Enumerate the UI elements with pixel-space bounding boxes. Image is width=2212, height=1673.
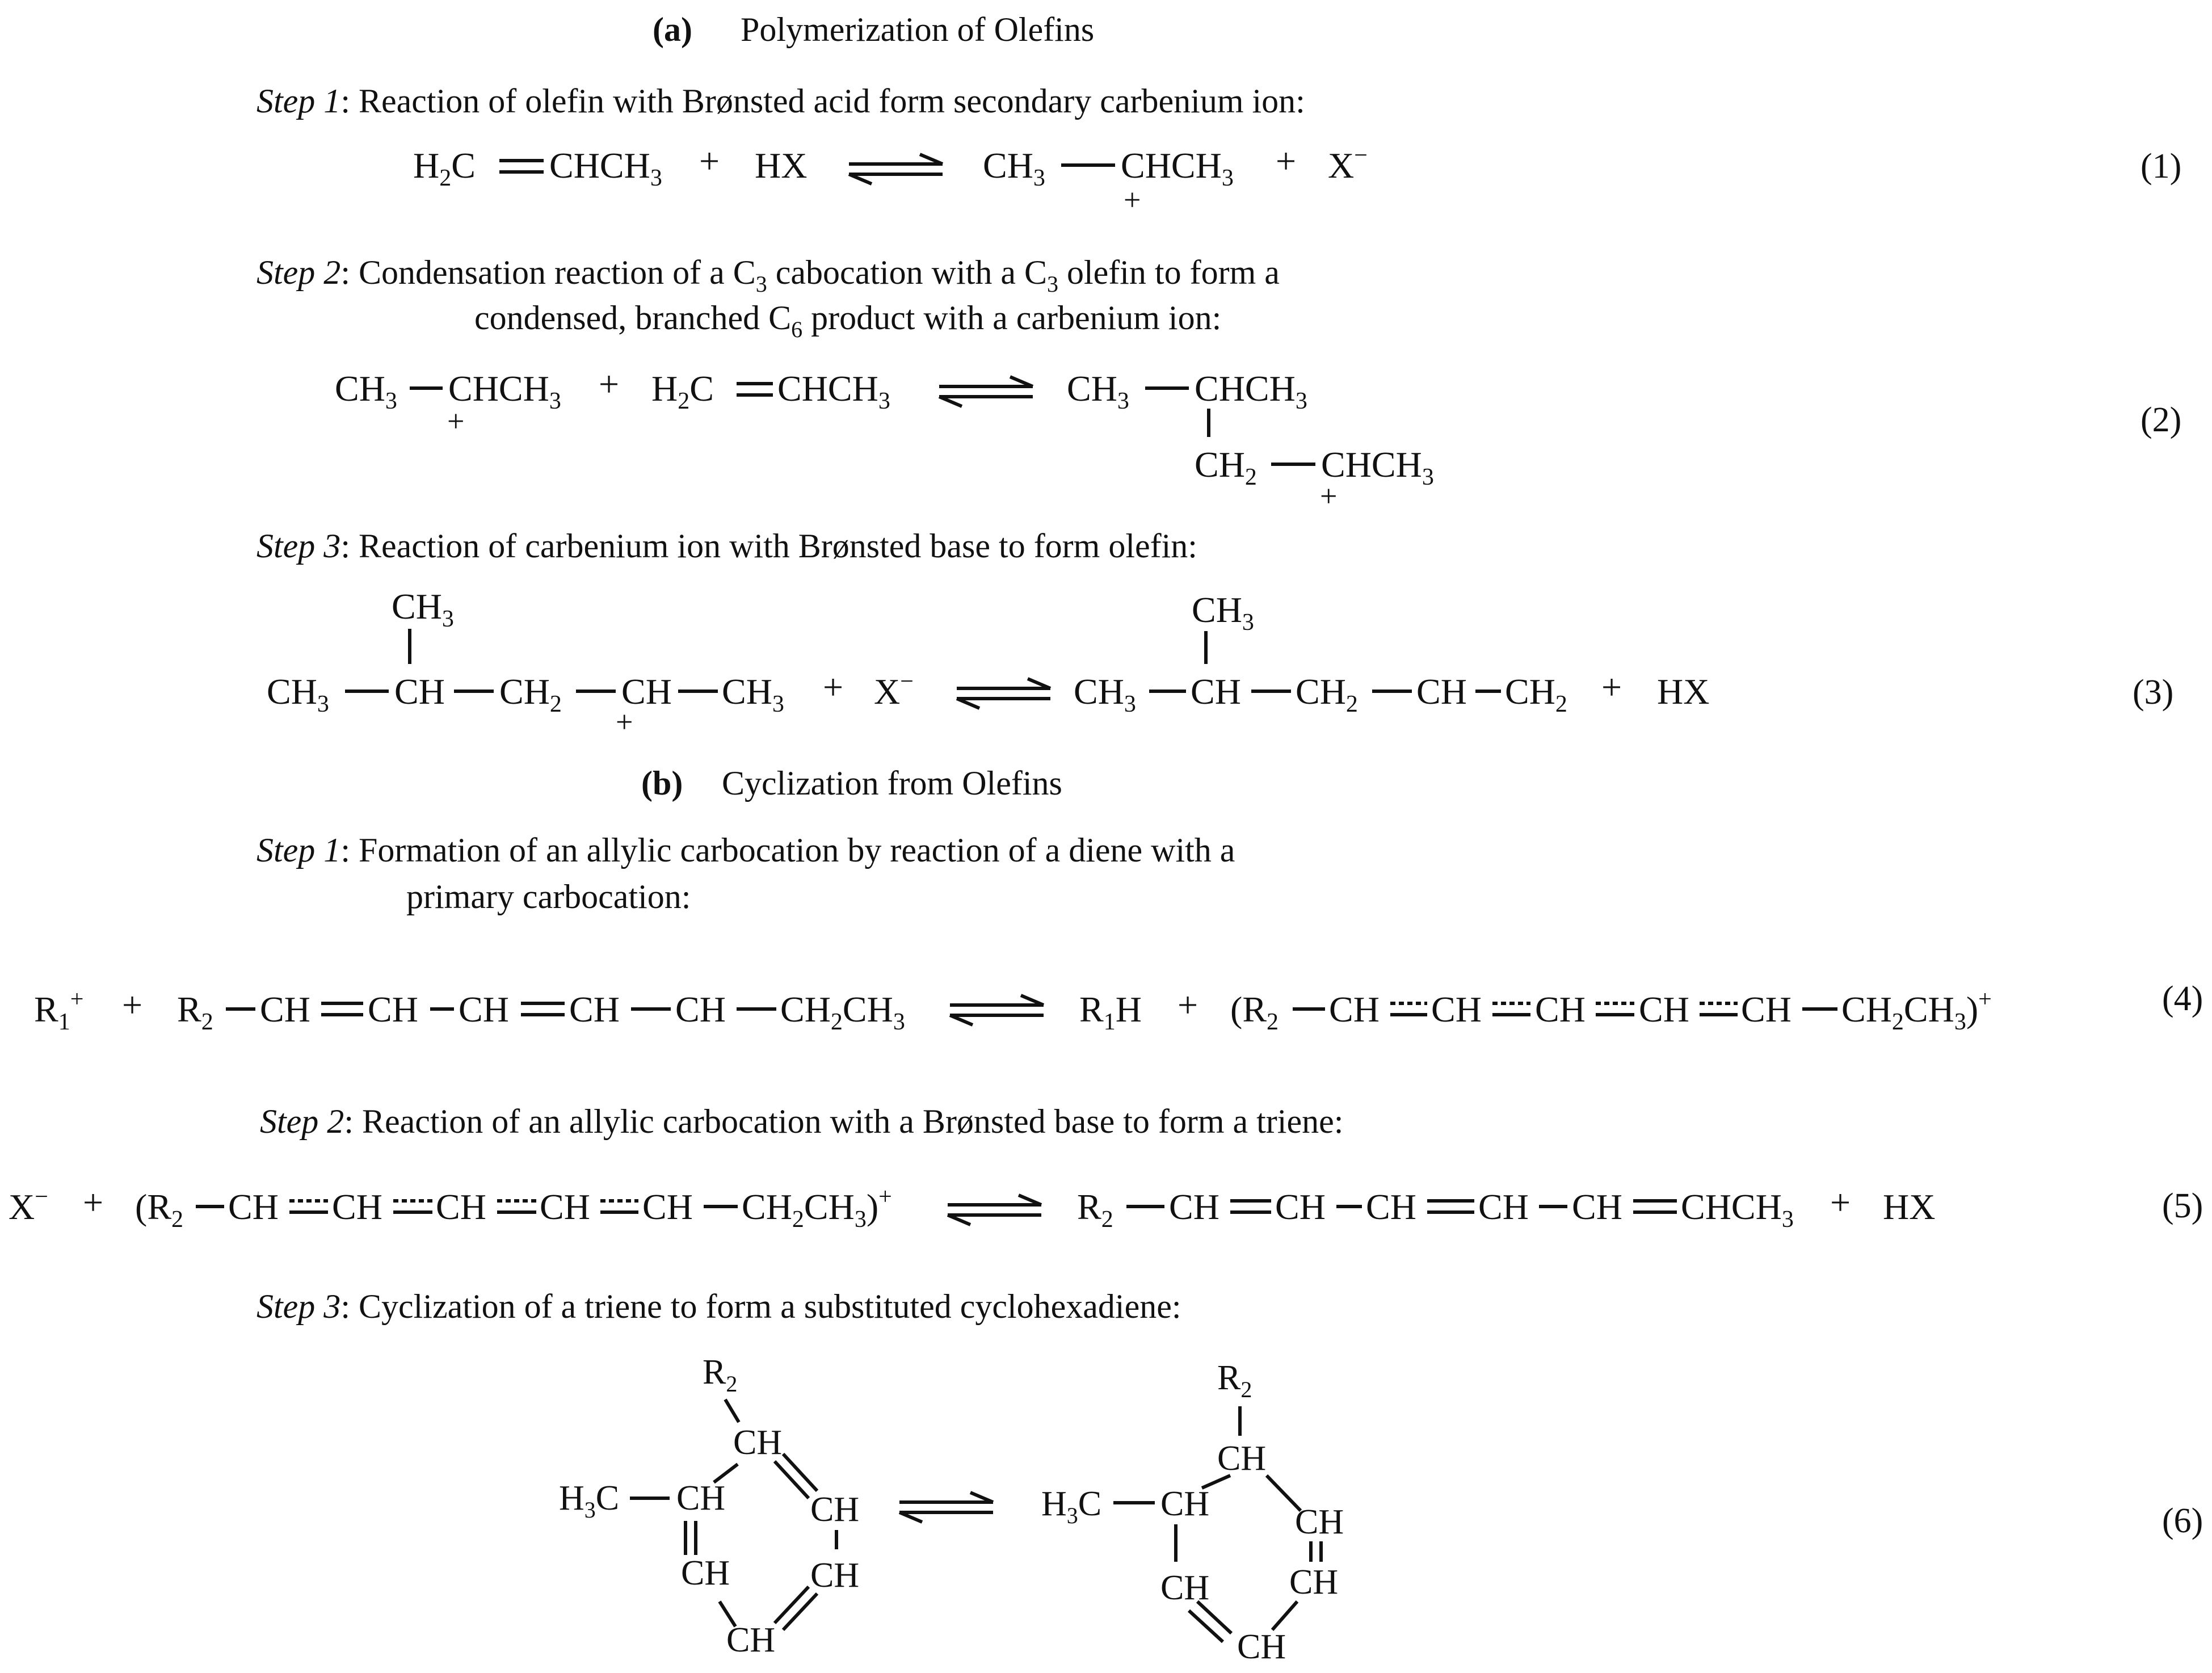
svg-text:CH: CH [1160, 1569, 1210, 1607]
svg-text:+: + [1320, 479, 1338, 513]
svg-text:+: + [616, 705, 633, 739]
svg-text:CHCH3: $CHCH_3$ [549, 145, 662, 191]
svg-text:CH: CH [332, 1187, 382, 1227]
svg-text:R1H: $R_1H$ [1079, 989, 1142, 1035]
svg-text:R2: $R_2$ [703, 1353, 738, 1397]
svg-text:CH: CH [459, 989, 509, 1029]
svg-text:CH: CH [228, 1187, 279, 1227]
svg-text:CH: CH [368, 989, 418, 1029]
svg-text:+: + [122, 985, 143, 1025]
svg-text:CH2CH3: $CH_2CH_3$ [780, 989, 905, 1035]
section-a-label: (a) [653, 11, 692, 48]
svg-text:CH2: $CH_2$ [1195, 444, 1257, 490]
step-b2-description: Step 2: Reaction of an allylic carbocation with a Brønsted base to form a triene: [260, 1103, 1344, 1140]
svg-text:CH: CH [1191, 671, 1241, 712]
svg-text:CHCH3: $CHCH_3$ [1121, 145, 1234, 191]
svg-text:CH2: $CH_2$ [1296, 671, 1358, 717]
svg-text:CH: CH [726, 1621, 776, 1659]
step-a2-description-line1: Step 2: Condensation reaction of a $C_3$ cabocation with a $C_3$ olefin to form a [256, 254, 1280, 297]
equation-2 [335, 364, 1434, 513]
svg-text:CH: CH [1535, 989, 1586, 1029]
svg-text:CH: CH [621, 671, 672, 712]
svg-text:(R2: ($R_2$ [1230, 989, 1279, 1035]
section-b-label: (b) [641, 764, 683, 802]
equation-number-4: (4) [2162, 980, 2203, 1018]
svg-text:CH2: $CH_2$ [499, 671, 562, 717]
svg-text:CHCH3: $CHCH_3$ [448, 368, 561, 414]
svg-text:HX: HX [1657, 671, 1710, 712]
svg-text:CH2CH3)+: $CH_2CH_3)^+$ [742, 1184, 892, 1233]
svg-text:CH: CH [436, 1187, 486, 1227]
svg-text:CH3: $CH_3$ [983, 145, 1045, 191]
svg-text:CH: CH [1478, 1187, 1529, 1227]
svg-text:CH: CH [1160, 1485, 1210, 1523]
equation-4 [34, 985, 1992, 1035]
equation-number-2: (2) [2140, 401, 2182, 439]
svg-text:H3C: $H_3C$ [559, 1479, 620, 1523]
svg-text:CH3: $CH_3$ [1074, 671, 1136, 717]
svg-text:CH: CH [1217, 1439, 1267, 1478]
svg-text:CH: CH [1169, 1187, 1219, 1227]
equation-5 [9, 1182, 1935, 1233]
cyclohexadiene-structure [1041, 1359, 1344, 1666]
svg-text:X−: X− [9, 1184, 48, 1227]
svg-text:X−: X− [874, 669, 914, 712]
svg-text:CH: CH [394, 671, 445, 712]
svg-text:H3C: $H_3C$ [1041, 1485, 1102, 1528]
equation-number-1: (1) [2140, 147, 2182, 186]
svg-text:H2C: $H_2C$ [413, 145, 476, 191]
svg-text:CH2: $CH_2$ [1505, 671, 1567, 717]
svg-text:+: + [447, 404, 465, 438]
svg-text:CH: CH [1416, 671, 1467, 712]
svg-text:CH3: $CH_3$ [1067, 368, 1129, 414]
svg-text:CH: CH [1237, 1628, 1286, 1666]
svg-text:+: + [83, 1182, 104, 1222]
svg-text:CHCH3: $CHCH_3$ [1321, 444, 1434, 490]
svg-text:CH3: $CH_3$ [1192, 590, 1254, 636]
svg-text:CH: CH [1275, 1187, 1326, 1227]
step-b1-description-line2: primary carbocation: [406, 878, 691, 915]
equation-number-5: (5) [2162, 1187, 2203, 1225]
svg-text:CH: CH [642, 1187, 693, 1227]
svg-text:HX: HX [1883, 1187, 1936, 1227]
equation-number-3: (3) [2133, 673, 2174, 712]
svg-text:CH: CH [810, 1490, 860, 1529]
svg-text:CH: CH [1431, 989, 1482, 1029]
svg-text:CH: CH [1366, 1187, 1416, 1227]
svg-text:CHCH3: $CHCH_3$ [1195, 368, 1307, 414]
step-b3-description: Step 3: Cyclization of a triene to form a substituted cyclohexadiene: [256, 1288, 1181, 1325]
svg-text:CH: CH [540, 1187, 590, 1227]
svg-text:CH: CH [569, 989, 620, 1029]
svg-text:(R2: ($R_2$ [135, 1187, 183, 1233]
svg-text:CH: CH [1329, 989, 1380, 1029]
svg-text:CH: CH [1289, 1563, 1339, 1601]
svg-text:CH: CH [260, 989, 310, 1029]
svg-text:R2: $R_2$ [1217, 1359, 1252, 1402]
svg-text:CH: CH [810, 1556, 860, 1595]
svg-text:X−: X− [1328, 142, 1368, 186]
svg-text:CH: CH [676, 1479, 726, 1518]
svg-text:+: + [1124, 183, 1141, 217]
svg-text:CH3: $CH_3$ [335, 368, 397, 414]
equation-number-6: (6) [2162, 1502, 2203, 1540]
svg-text:CH3: $CH_3$ [722, 671, 784, 717]
svg-text:+: + [1178, 985, 1198, 1025]
svg-text:CH: CH [1295, 1503, 1344, 1541]
svg-text:CH3: $CH_3$ [392, 586, 454, 632]
svg-text:+: + [1830, 1182, 1851, 1222]
svg-text:CH: CH [733, 1423, 783, 1462]
svg-text:CH: CH [1572, 1187, 1622, 1227]
svg-text:+: + [1601, 667, 1622, 707]
triene-structure [559, 1353, 859, 1659]
svg-text:CH: CH [1639, 989, 1689, 1029]
svg-text:HX: HX [755, 145, 808, 186]
svg-text:CH: CH [1741, 989, 1792, 1029]
svg-text:+: + [823, 667, 844, 707]
step-b1-description-line1: Step 1: Formation of an allylic carbocation by reaction of a diene with a [256, 831, 1235, 869]
svg-text:CH: CH [681, 1554, 730, 1592]
svg-text:R2: $R_2$ [177, 989, 213, 1035]
svg-text:CH2CH3)+: $CH_2CH_3)^+$ [1841, 986, 1992, 1035]
section-a-title: Polymerization of Olefins [741, 11, 1095, 48]
svg-text:H2C: $H_2C$ [651, 368, 714, 414]
step-a3-description: Step 3: Reaction of carbenium ion with Brønsted base to form olefin: [256, 527, 1197, 565]
svg-text:+: + [699, 141, 720, 181]
svg-text:CHCH3: $CHCH_3$ [777, 368, 890, 414]
svg-text:CH: CH [675, 989, 726, 1029]
equation-1 [413, 141, 1368, 217]
svg-text:CHCH3: $CHCH_3$ [1681, 1187, 1794, 1233]
svg-text:R1+: $R_1^+$ [34, 986, 84, 1035]
equation-3 [267, 586, 1709, 739]
svg-text:+: + [599, 364, 620, 404]
svg-text:+: + [1276, 141, 1297, 181]
svg-text:R2: $R_2$ [1077, 1187, 1113, 1233]
svg-text:CH3: $CH_3$ [267, 671, 329, 717]
section-b-title: Cyclization from Olefins [722, 764, 1062, 802]
step-a2-description-line2: condensed, branched $C_6$ product with a carbenium ion: [474, 299, 1222, 342]
step-a1-description: Step 1: Reaction of olefin with Brønsted acid form secondary carbenium ion: [256, 82, 1305, 120]
